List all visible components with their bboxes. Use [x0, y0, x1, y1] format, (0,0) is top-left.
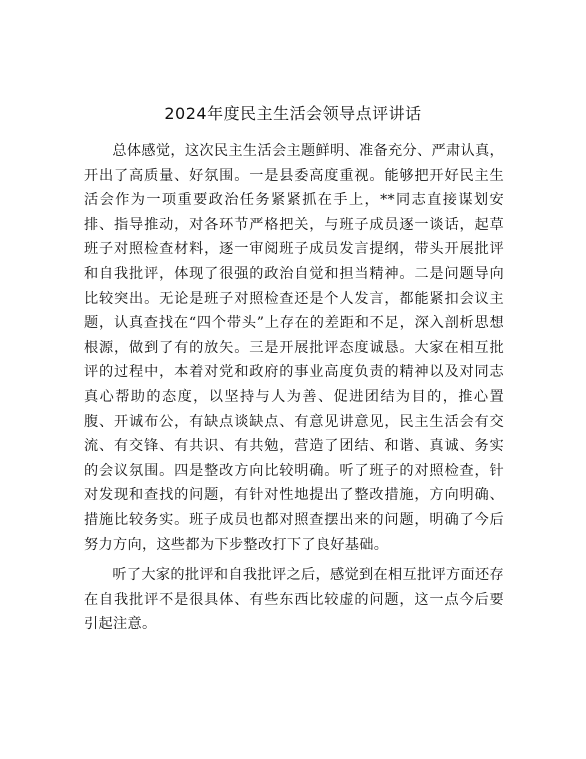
document-title: 2024年度民主生活会领导点评讲话 — [164, 104, 422, 123]
paragraph-summary: 总体感觉，这次民主生活会主题鲜明、准备充分、严肃认真，开出了高质量、好氛围。一是县委高度重视。能够把开好民主生活会作为一项重要政治任务紧紧抓在手上，**同志直接谋划安排、指导推动，对各环节严格把关，与班子成员逐一谈话，起草班子对照检查材料，逐一审阅班子成员发言提纲，带头开展批评和自我批评，体现了很强的政治自觉和担当精神。二是问题导向比较突出。无论是班子对照检查还是个人发言，都能紧扣会议主题，认真查找在“四个带头”上存在的差距和不足，深入剖析思想根源，做到了有的放矢。三是开展批评态度诚恳。大家在相互批评的过程中，本着对党和政府的事业高度负责的精神以及对同志真心帮助的态度，以坚持与人为善、促进团结为目的，推心置腹、开诚布公，有缺点谈缺点、有意见讲意见，民主生活会有交流、有交锋、有共识、有共勉，营造了团结、和谐、真诚、务实的会议氛围。四是整改方向比较明确。听了班子的对照检查，针对发现和查找的问题，有针对性地提出了整改措施，方向明确、措施比较务实。班子成员也都对照查摆出来的问题，明确了今后努力方向，这些都为下步整改打下了良好基础。 — [84, 143, 504, 553]
document-body — [84, 139, 504, 637]
paragraph-criticism-note: 听了大家的批评和自我批评之后，感觉到在相互批评方面还存在自我批评不是很具体、有些东西比较虚的问题，这一点今后要引起注意。 — [84, 567, 504, 633]
